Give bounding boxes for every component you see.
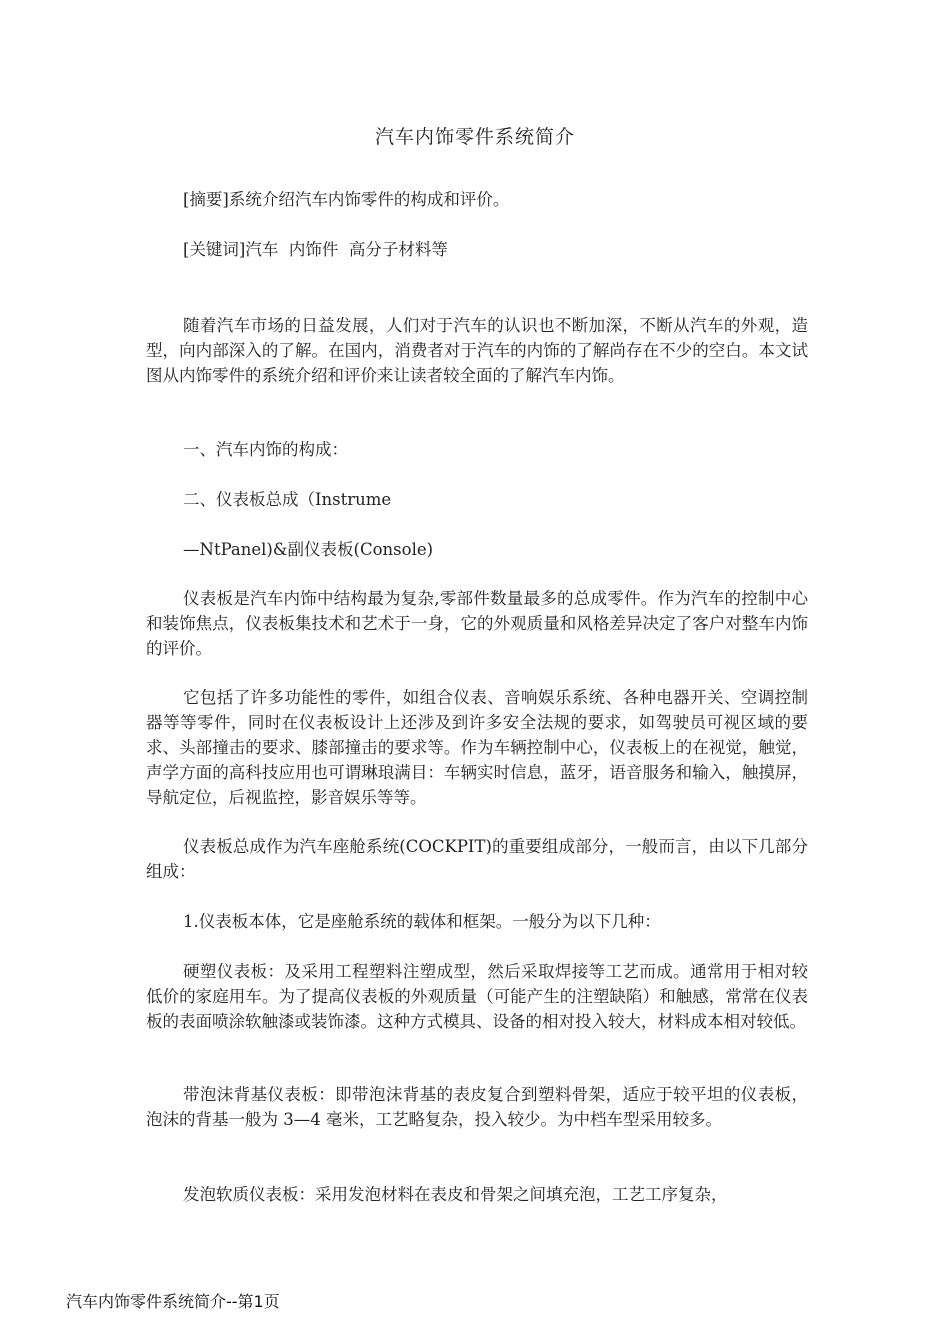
document-title: 汽车内饰零件系统简介 (374, 126, 575, 148)
paragraph-cockpit: 仪表板总成作为汽车座舱系统(COCKPIT)的重要组成部分，一般而言，由以下几部分组成： (146, 837, 808, 881)
paragraph-hard-plastic: 硬塑仪表板：及采用工程塑料注塑成型，然后采取焊接等工艺而成。通常用于相对较低价的家庭用车。为了提高仪表板的外观质量（可能产生的注塑缺陷）和触感，常常在仪表板的表面喷涂软触漆或装饰漆。这种方式模具、设备的相对投入较大，材料成本相对较低。 (146, 962, 808, 1031)
list-item-1: 1.仪表板本体，它是座舱系统的载体和框架。一般分为以下几种： (183, 912, 661, 931)
paragraph-dashboard: 仪表板是汽车内饰中结构最为复杂,零部件数量最多的总成零件。作为汽车的控制中心和装饰焦点，仪表板集技术和艺术于一身，它的外观质量和风格差异决定了客户对整车内饰的评价。 (146, 589, 808, 658)
keywords: [关键词]汽车 内饰件 高分子材料等 (183, 240, 448, 259)
paragraph-soft-foam: 发泡软质仪表板：采用发泡材料在表皮和骨架之间填充泡，工艺工序复杂， (183, 1185, 728, 1204)
abstract: [摘要]系统介绍汽车内饰零件的构成和评价。 (183, 190, 510, 209)
heading-section-2-cont: —NtPanel)&副仪表板(Console) (183, 540, 434, 559)
paragraph-components: 它包括了许多功能性的零件，如组合仪表、音响娱乐系统、各种电器开关、空调控制器等等零件，同时在仪表板设计上还涉及到许多安全法规的要求，如驾驶员可视区域的要求、头部撞击的要求、膝部撞击的要求等。作为车辆控制中心，仪表板上的在视觉，触觉，声学方面的高科技应用也可谓琳琅满目：车辆实时信息，蓝牙，语音服务和输入，触摸屏，导航定位，后视监控，影音娱乐等等。 (146, 688, 808, 807)
page-footer: 汽车内饰零件系统简介--第1页 (66, 1292, 280, 1311)
paragraph-intro: 随着汽车市场的日益发展，人们对于汽车的认识也不断加深，不断从汽车的外观，造型，向内部深入的了解。在国内，消费者对于汽车的内饰的了解尚存在不少的空白。本文试图从内饰零件的系统介绍和评价来让读者较全面的了解汽车内饰。 (146, 316, 808, 385)
heading-section-2: 二、仪表板总成（Instrume (183, 490, 392, 509)
heading-section-1: 一、汽车内饰的构成： (183, 440, 348, 459)
paragraph-foam-backed: 带泡沫背基仪表板：即带泡沫背基的表皮复合到塑料骨架，适应于较平坦的仪表板，泡沫的背基一般为 3—4 毫米，工艺略复杂，投入较少。为中档车型采用较多。 (146, 1085, 808, 1129)
